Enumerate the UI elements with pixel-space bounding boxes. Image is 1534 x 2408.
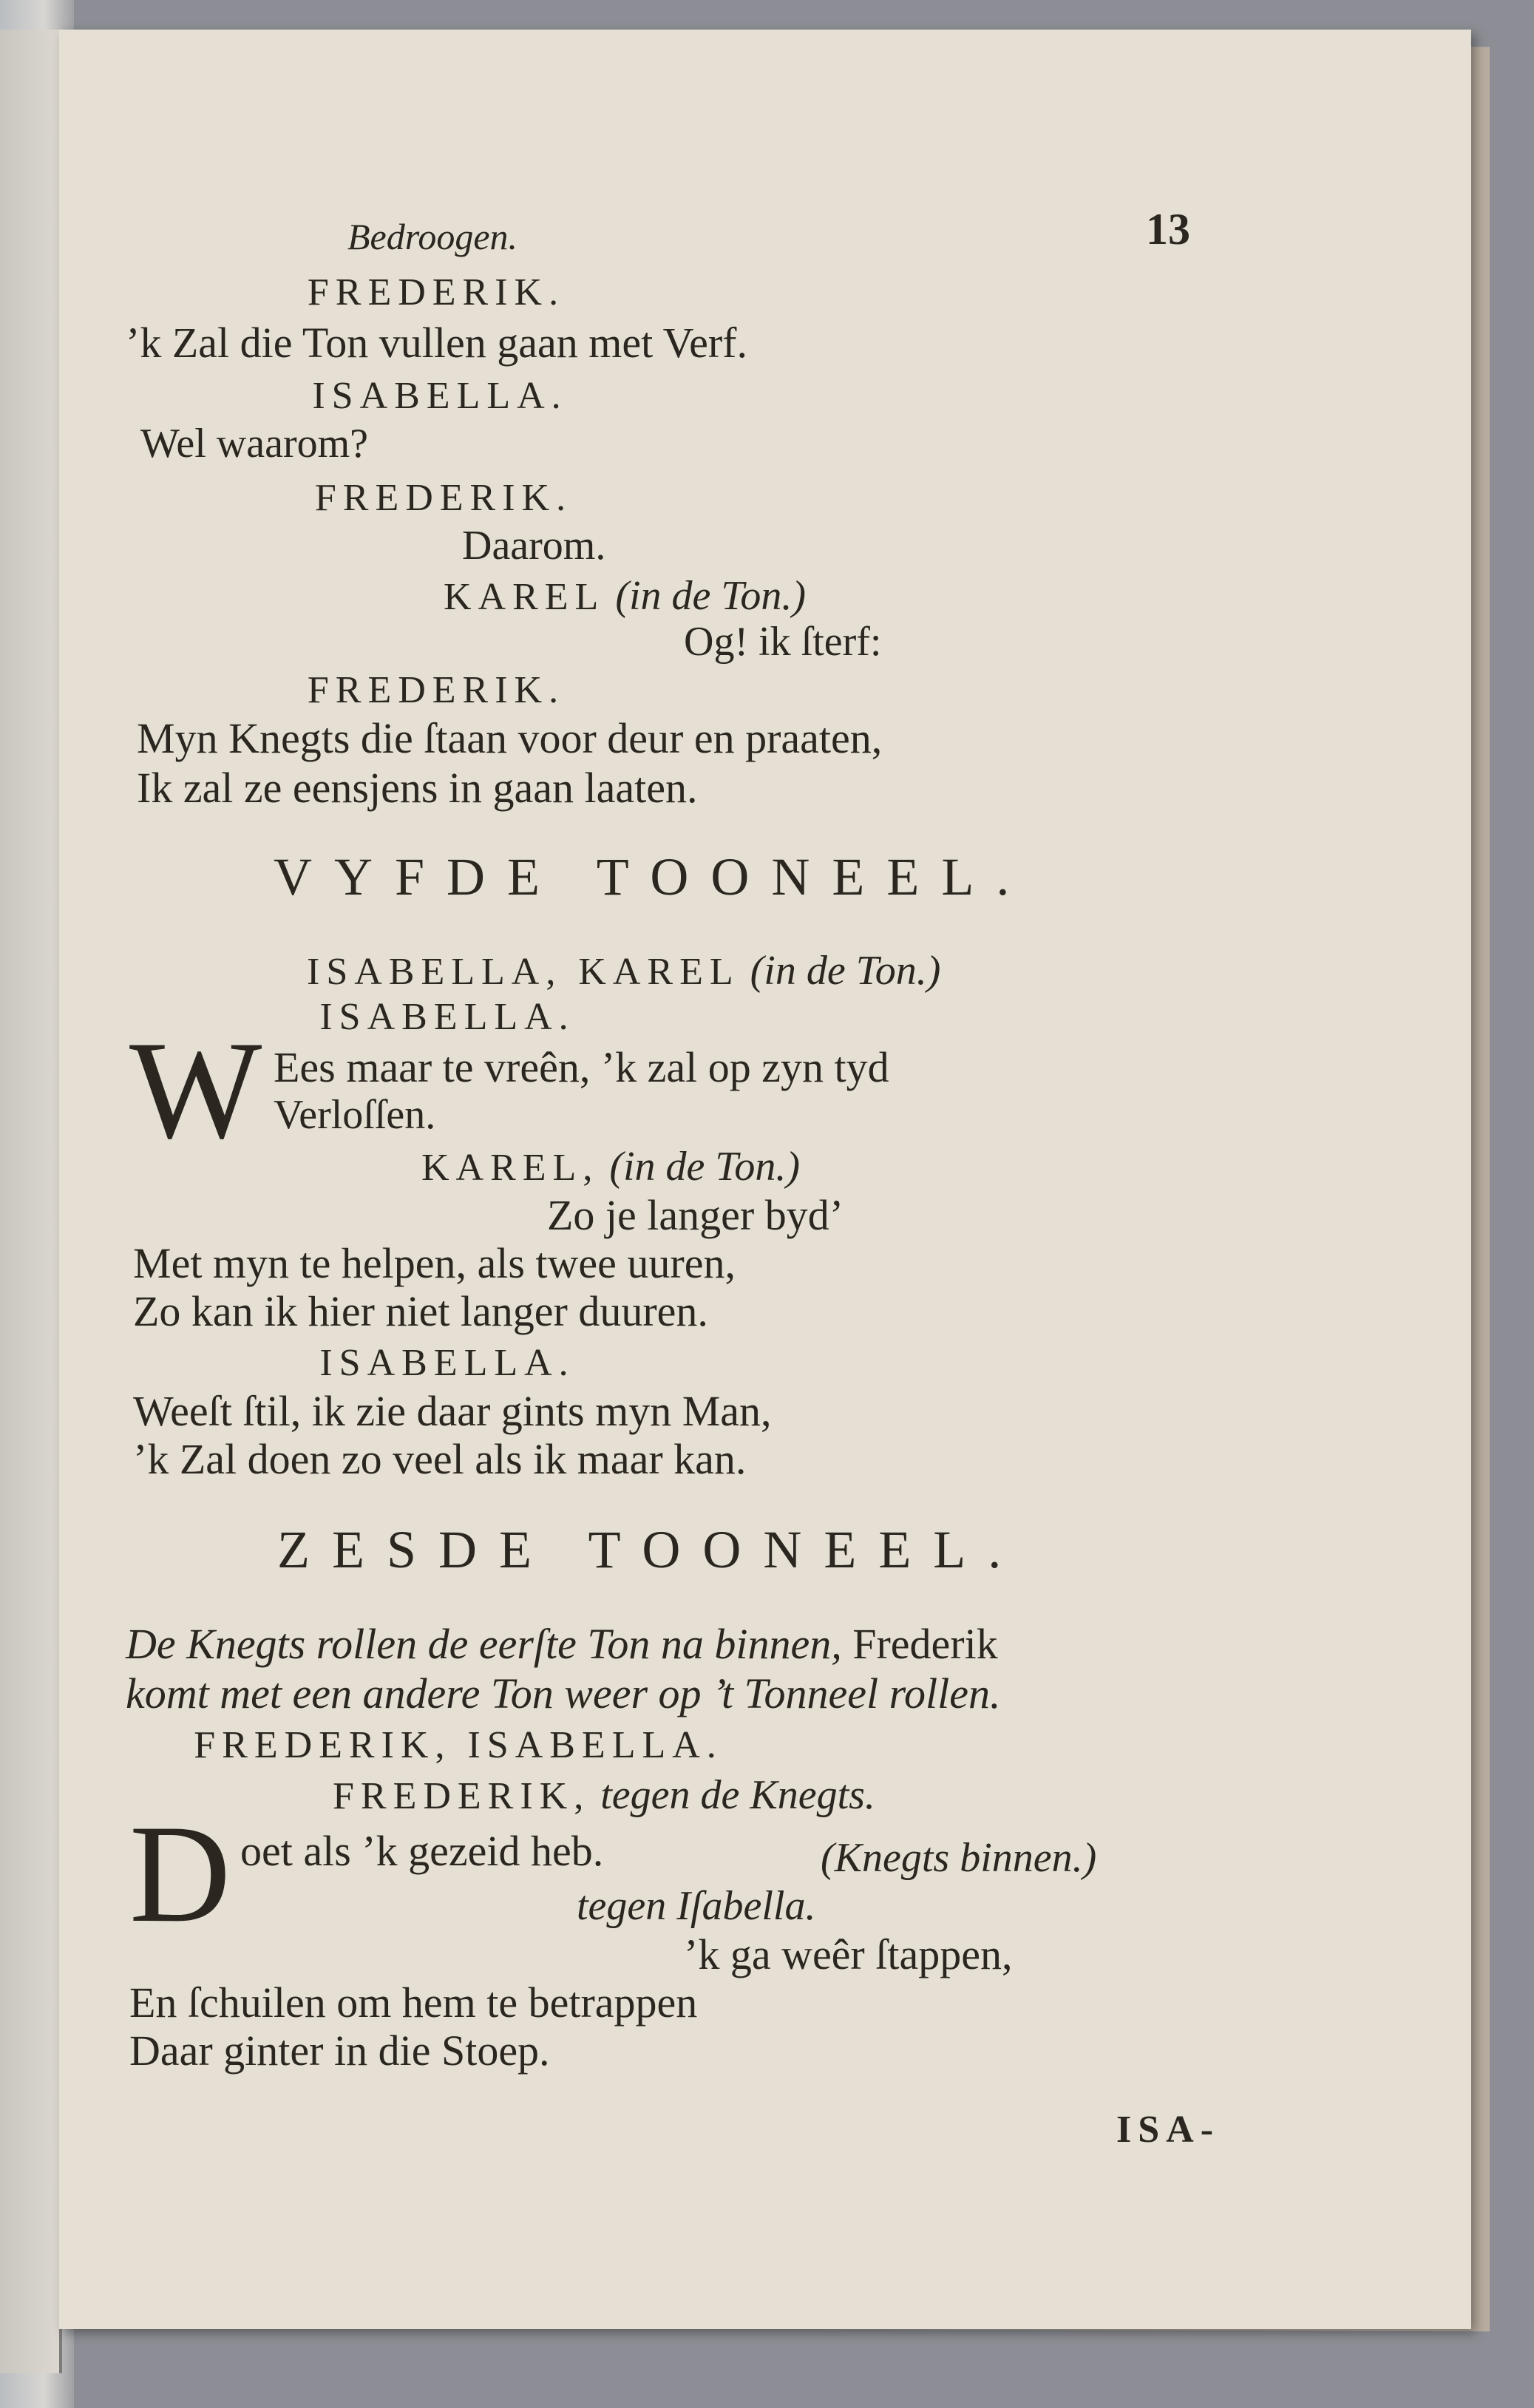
running-head: Bedroogen.	[347, 216, 518, 257]
speaker-frederik: FREDERIK.	[307, 669, 566, 711]
verse-line: Zo kan ik hier niet langer duuren.	[133, 1287, 708, 1335]
speaker-name: KAREL,	[421, 1147, 600, 1189]
speaker-frederik	[333, 1774, 875, 1816]
stage-direction: (in de Ton.)	[750, 948, 941, 994]
page-number: 13	[1146, 205, 1190, 254]
verse-line: ’k ga weêr ſtappen,	[684, 1930, 1013, 1978]
verse-line: Ik zal ze eensjens in gaan laaten.	[137, 764, 698, 812]
speaker-karel	[444, 575, 806, 617]
speaker-isabella: ISABELLA.	[319, 1342, 575, 1384]
verse-line: ’k Zal doen zo veel als ik maar kan.	[133, 1435, 747, 1483]
cast-list	[307, 948, 941, 994]
drop-cap: W	[129, 1013, 262, 1168]
scene-heading: VYFDE TOONEEL.	[274, 847, 1032, 906]
verse-line: oet als ’k gezeid heb.	[240, 1827, 604, 1875]
verse-line: Zo je langer byd’	[547, 1191, 844, 1239]
cast-list: FREDERIK, ISABELLA.	[194, 1724, 723, 1766]
stage-direction-line	[126, 1620, 998, 1668]
facing-page-edge	[0, 30, 62, 2373]
stage-direction: De Knegts rollen de eerſte Ton na binnen,	[126, 1620, 842, 1668]
speaker-karel	[421, 1144, 801, 1190]
verse-line: Daar ginter in die Stoep.	[129, 2027, 550, 2075]
drop-cap: D	[129, 1797, 231, 1952]
stage-direction: (in de Ton.)	[615, 573, 807, 619]
speaker-isabella: ISABELLA.	[312, 375, 568, 417]
verse-line: Weeſt ſtil, ik zie daar gints myn Man,	[133, 1387, 772, 1435]
verse-line: Verloſſen.	[274, 1092, 436, 1138]
catchword: ISA-	[1116, 2109, 1221, 2151]
stage-direction: (Knegts binnen.)	[821, 1835, 1097, 1881]
stage-direction: (in de Ton.)	[609, 1144, 801, 1190]
speaker-frederik: FREDERIK.	[307, 271, 566, 313]
cast-names: ISABELLA, KAREL	[307, 951, 740, 993]
stage-direction: tegen de Knegts.	[600, 1772, 875, 1818]
verse-line: Ees maar te vreên, ’k zal op zyn tyd	[274, 1043, 889, 1091]
speaker-frederik: FREDERIK.	[314, 477, 573, 519]
book-page	[59, 30, 1471, 2329]
verse-line: ’k Zal die Ton vullen gaan met Verf.	[126, 319, 747, 367]
verse-line: Wel waarom?	[140, 421, 368, 467]
verse-line: En ſchuilen om hem te betrappen	[129, 1978, 698, 2027]
scene-heading: ZESDE TOONEEL.	[277, 1520, 1024, 1579]
verse-line: Met myn te helpen, als twee uuren,	[133, 1239, 736, 1287]
stage-direction: tegen Iſabella.	[577, 1883, 816, 1929]
character-name: Frederik	[852, 1620, 998, 1668]
speaker-name: FREDERIK,	[333, 1775, 591, 1817]
stage-direction: komt met een andere Ton weer op ’t Tonneel rollen.	[126, 1669, 1001, 1717]
verse-line: Myn Knegts die ſtaan voor deur en praaten,	[137, 714, 883, 762]
speaker-name: KAREL	[444, 576, 605, 618]
verse-line: Og! ik ſterf:	[684, 619, 882, 665]
speaker-isabella: ISABELLA.	[319, 996, 575, 1038]
verse-line: Daarom.	[462, 523, 606, 569]
